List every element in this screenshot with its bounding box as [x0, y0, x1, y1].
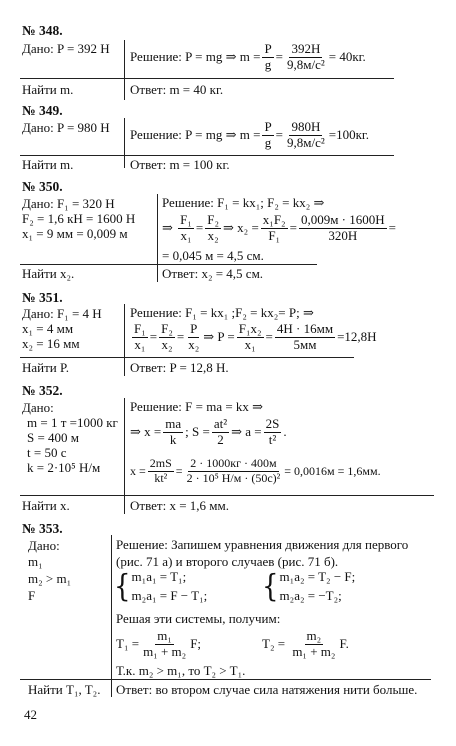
divider — [20, 679, 111, 680]
fraction: $\frac{392Н}{\text{9,8м/с²}}$ — [287, 41, 325, 72]
problem-number: № 350. — [22, 179, 63, 194]
find: Найти x. — [22, 498, 70, 513]
fraction: $\frac{\text{at²}}{2}$ — [213, 416, 228, 447]
answer: Ответ: m = 40 кг. — [130, 82, 224, 97]
given: F — [28, 588, 36, 603]
fraction: $\frac{4Н \cdot 16мм}{5мм}$ — [276, 321, 334, 352]
problem-number: № 348. — [22, 23, 63, 38]
divider — [124, 357, 354, 358]
find: Найти m. — [22, 157, 74, 172]
fraction: $\frac{\text{F₁}}{\text{x₁}}$ — [180, 212, 192, 243]
divider — [124, 78, 394, 79]
system-of-equations: { m₁a₂ = T₂ − F; m₂a₂ = −T₂; — [262, 568, 356, 605]
given: t = 50 с — [27, 445, 67, 460]
solution-equation: ⇒ $\frac{\text{F₁}}{\text{x₁}}$ = $\frac{\text{F₂}}{\text{x₂}}$ ⇒ x₂ = $\frac{\text{x₁F₂}}{\text{F₁}}$ = $\frac{0,009м \cdot 1600Н}{320Н}$ = — [162, 212, 396, 243]
fraction: $\frac{P}{\text{x₂}}$ — [188, 321, 200, 352]
divider — [111, 679, 431, 680]
divider — [157, 264, 317, 265]
divider — [124, 118, 125, 168]
solution-equation: $\frac{\text{F₁}}{\text{x₁}}$ = $\frac{\text{F₂}}{\text{x₂}}$ = $\frac{P}{\text{x₂}}$ ⇒ P = $\frac{\text{F₁x₂}}{\text{x₁}}$ = $\frac{4Н \cdot 16мм}{5мм}$ =12,8Н — [134, 321, 377, 352]
given: Дано: F₁ = 4 Н — [22, 306, 102, 321]
given: x₁ = 9 мм = 0,009 м — [22, 226, 128, 241]
given: Дано: F₁ = 320 Н — [22, 196, 115, 211]
fraction: $\frac{\text{m₂}}{\text{m₁ + m₂}}$ — [292, 628, 336, 659]
system-of-equations: { m₁a₁ = T₁; m₂a₁ = F − T₁; — [114, 568, 208, 605]
divider — [124, 155, 394, 156]
divider — [111, 535, 112, 697]
problem-number: № 351. — [22, 290, 63, 305]
fraction: $\frac{0,009м \cdot 1600Н}{320Н}$ — [300, 212, 385, 243]
solution-line: Решение: Запишем уравнения движения для первого — [116, 537, 409, 552]
divider — [124, 495, 434, 496]
fraction: $\frac{P}{g}$ — [264, 41, 272, 72]
given: F₂ = 1,6 кН = 1600 Н — [22, 211, 136, 226]
solution-line: Решение: F = ma = kx ⇒ — [130, 399, 264, 414]
divider — [157, 194, 158, 282]
solution-equation: x = $\frac{2mS}{\text{kt²}}$ = $\frac{2 \cdot 1000кг \cdot 400м}{\text{2 · 10⁵ Н/м · (50с)²}}$ = 0,0016м = 1,6мм. — [130, 456, 381, 485]
divider — [20, 495, 124, 496]
problem-number: № 352. — [22, 383, 63, 398]
fraction: $\frac{\text{F₁}}{\text{x₁}}$ — [134, 321, 146, 352]
fraction: $\frac{P}{g}$ — [264, 119, 272, 150]
fraction: $\frac{2S}{\text{t²}}$ — [265, 416, 280, 447]
answer: Ответ: во втором случае сила натяжения нити больше. — [116, 682, 418, 697]
equation: P = mg ⇒ m = — [185, 127, 261, 143]
given: x₁ = 4 мм — [22, 321, 74, 336]
fraction: $\frac{\text{F₂}}{\text{x₂}}$ — [161, 321, 173, 352]
solution-equation: T₁ = $\frac{\text{m₁}}{\text{m₁ + m₂}}$ F; — [116, 628, 202, 659]
solution-label: Решение: — [130, 127, 182, 143]
solution-line: Решая эти системы, получим: — [116, 611, 281, 626]
divider — [124, 40, 125, 100]
answer: Ответ: x = 1,6 мм. — [130, 498, 229, 513]
given: Дано: — [28, 538, 60, 553]
solution-equation: ⇒ x = $\frac{ma}{k}$ ; S = $\frac{\text{at²}}{2}$ ⇒ a = $\frac{2S}{\text{t²}}$ . — [130, 416, 287, 447]
problem-number: № 349. — [22, 103, 63, 118]
given: Дано: P = 980 Н — [22, 120, 110, 135]
fraction: $\frac{980Н}{\text{9,8м/с²}}$ — [287, 119, 325, 150]
fraction: $\frac{2mS}{\text{kt²}}$ — [149, 456, 172, 485]
answer: Ответ: m = 100 кг. — [130, 157, 230, 172]
solution-line: Решение: F₁ = kx₁; F₂ = kx₂ ⇒ — [162, 195, 325, 210]
divider — [20, 264, 157, 265]
given: Дано: P = 392 Н — [22, 41, 110, 56]
given: m₂ > m₁ — [28, 571, 72, 586]
given: S = 400 м — [27, 430, 80, 445]
solution-line: = 0,045 м = 4,5 см. — [162, 248, 264, 263]
problem-number: № 353. — [22, 521, 63, 536]
solution-line: Т.к. m₂ > m₁, то T₂ > T₁. — [116, 663, 246, 678]
fraction: $\frac{ma}{k}$ — [165, 416, 182, 447]
given: Дано: — [22, 400, 54, 415]
divider — [20, 357, 124, 358]
find: Найти x₂. — [22, 266, 75, 281]
solution-equation: T₂ = $\frac{\text{m₂}}{\text{m₁ + m₂}}$ F. — [262, 628, 349, 659]
solution: Решение: P = mg ⇒ m = $\frac{P}{g}$ = $\frac{980Н}{\text{9,8м/с²}}$ =100кг. — [130, 119, 370, 150]
result: = 40кг. — [328, 49, 366, 65]
given: m₁ — [28, 554, 43, 569]
fraction: $\frac{\text{m₁}}{\text{m₁ + m₂}}$ — [143, 628, 187, 659]
fraction: $\frac{\text{F₁x₂}}{\text{x₁}}$ — [238, 321, 262, 352]
find: Найти P. — [22, 360, 70, 375]
divider — [124, 398, 125, 514]
given: m = 1 т =1000 кг — [27, 415, 118, 430]
find: Найти T₁, T₂. — [28, 682, 101, 697]
brace-icon: { — [262, 568, 279, 605]
solution-label: Решение: — [130, 49, 182, 65]
solution-line: (рис. 71 а) и второго случаев (рис. 71 б). — [116, 554, 339, 569]
divider — [20, 78, 124, 79]
result: =100кг. — [328, 127, 370, 143]
page-number: 42 — [24, 707, 37, 722]
given: k = 2·10⁵ Н/м — [27, 460, 101, 475]
find: Найти m. — [22, 82, 74, 97]
fraction: $\frac{\text{x₁F₂}}{\text{F₁}}$ — [262, 212, 286, 243]
divider — [20, 155, 124, 156]
equation: P = mg ⇒ m = — [185, 49, 261, 65]
solution-line: Решение: F₁ = kx₁ ;F₂ = kx₂= P; ⇒ — [130, 305, 314, 320]
divider — [124, 304, 125, 376]
answer: Ответ: P = 12,8 Н. — [130, 360, 229, 375]
fraction: $\frac{2 \cdot 1000кг \cdot 400м}{\text{2 · 10⁵ Н/м · (50с)²}}$ — [186, 456, 281, 485]
answer: Ответ: x₂ = 4,5 см. — [162, 266, 264, 281]
solution: Решение: P = mg ⇒ m = $\frac{P}{g}$ = $\frac{392Н}{\text{9,8м/с²}}$ = 40кг. — [130, 41, 366, 72]
brace-icon: { — [114, 568, 131, 605]
fraction: $\frac{\text{F₂}}{\text{x₂}}$ — [207, 212, 220, 243]
given: x₂ = 16 мм — [22, 336, 80, 351]
